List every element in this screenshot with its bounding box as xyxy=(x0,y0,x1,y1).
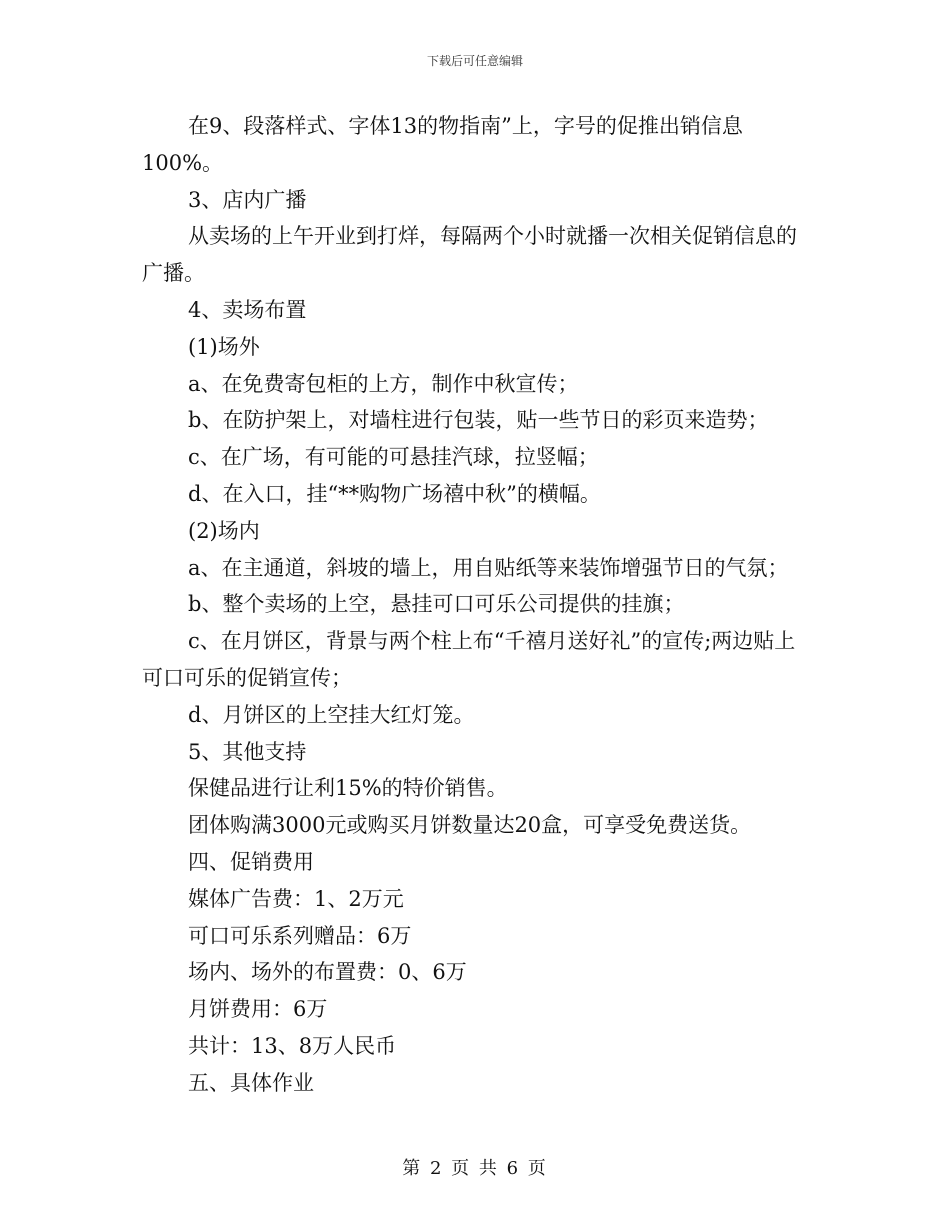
list-item: c、在月饼区，背景与两个柱上布“千禧月送好礼”的宣传;两边贴上可口可乐的促销宣传； xyxy=(142,629,796,690)
subsection-heading: (1)场外 xyxy=(188,334,260,359)
section-heading: 五、具体作业 xyxy=(188,1070,314,1095)
list-item: b、在防护架上，对墙柱进行包装，贴一些节日的彩页来造势； xyxy=(188,408,769,433)
section-heading: 5、其他支持 xyxy=(188,739,307,764)
page-header: 下载后可任意编辑 xyxy=(426,54,523,68)
cost-total: 共计：13、8万人民币 xyxy=(188,1033,397,1058)
list-item: a、在免费寄包柜的上方，制作中秋宣传； xyxy=(188,371,579,396)
cost-item: 媒体广告费：1、2万元 xyxy=(188,886,404,911)
cost-item: 场内、场外的布置费：0、6万 xyxy=(188,960,467,985)
paragraph: 团体购满3000元或购买月饼数量达20盒，可享受免费送货。 xyxy=(188,813,752,838)
list-item: d、月饼区的上空挂大红灯笼。 xyxy=(188,702,475,727)
paragraph: 从卖场的上午开业到打烊，每隔两个小时就播一次相关促销信息的广播。 xyxy=(142,224,797,286)
section-heading: 4、卖场布置 xyxy=(188,297,307,322)
cost-item: 月饼费用：6万 xyxy=(188,997,328,1022)
list-item: a、在主通道，斜坡的墙上，用自贴纸等来装饰增强节日的气氛； xyxy=(188,555,789,580)
list-item: b、整个卖场的上空，悬挂可口可乐公司提供的挂旗； xyxy=(188,592,685,617)
document-body xyxy=(142,108,807,1102)
paragraph: 保健品进行让利15%的特价销售。 xyxy=(188,776,508,801)
page-footer: 第 2 页 共 6 页 xyxy=(402,1158,548,1179)
list-item: c、在广场，有可能的可悬挂汽球，拉竖幅； xyxy=(188,445,599,470)
list-item: d、在入口，挂“**购物广场禧中秋”的横幅。 xyxy=(188,481,601,506)
section-heading: 3、店内广播 xyxy=(188,187,307,212)
paragraph: 在9、段落样式、字体13的物指南”上，字号的促推出销信息100%。 xyxy=(142,114,743,175)
cost-item: 可口可乐系列赠品：6万 xyxy=(188,923,412,948)
section-heading: 四、促销费用 xyxy=(188,849,314,874)
subsection-heading: (2)场内 xyxy=(188,518,260,543)
